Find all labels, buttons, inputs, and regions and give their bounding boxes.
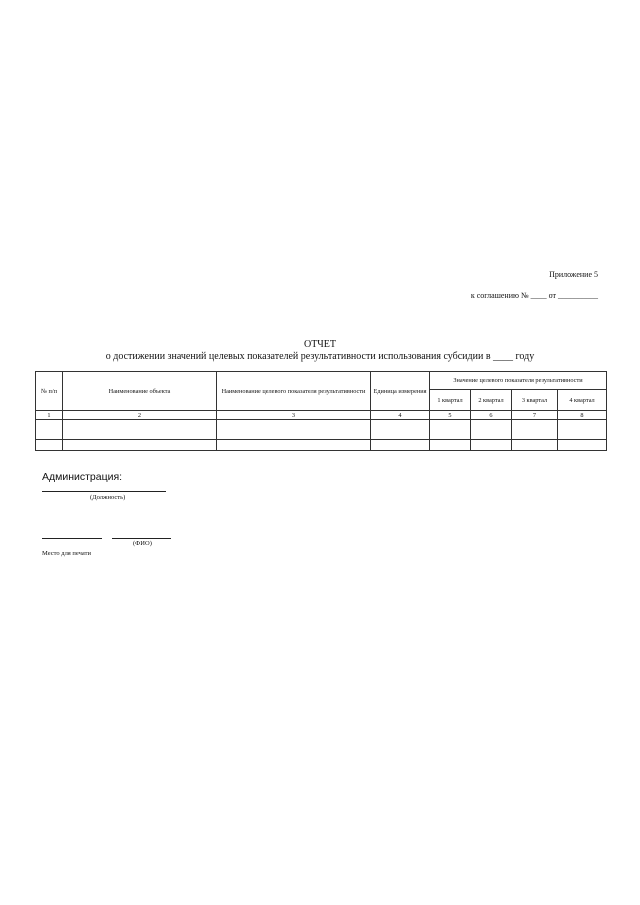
col-header-q1: 1 квартал [430,390,471,411]
report-subtitle: о достижении значений целевых показателей результативности использования субсидии в ____ году [105,351,535,362]
col-header-q4: 4 квартал [558,390,607,411]
fio-signature-line [112,538,171,539]
col-header-object-name: Наименование объекта [63,372,217,411]
agreement-label: к соглашению № ____ от __________ [470,291,598,300]
appendix-label: Приложение 5 [549,270,598,279]
col-header-value: Значение целевого показателя результативности [430,372,607,390]
column-number: 2 [63,411,217,420]
column-number: 7 [512,411,558,420]
col-header-unit: Единица измерения [371,372,430,411]
table-row [36,440,607,451]
report-title: ОТЧЕТ [303,339,337,350]
column-number: 5 [430,411,471,420]
position-signature-line [42,491,166,492]
col-header-indicator: Наименование целевого показателя результативности [217,372,371,411]
table-row [36,420,607,440]
column-numbers-row [36,411,607,420]
column-number: 1 [36,411,63,420]
column-number: 3 [217,411,371,420]
fio-caption: (ФИО) [133,540,152,547]
signature-line [42,538,102,539]
column-number: 6 [471,411,512,420]
administration-label: Администрация: [42,471,123,483]
seal-place-label: Место для печати [42,550,91,557]
col-header-num: № п/п [36,372,63,411]
col-header-q3: 3 квартал [512,390,558,411]
column-number: 4 [371,411,430,420]
col-header-q2: 2 квартал [471,390,512,411]
report-table [35,371,607,451]
column-number: 8 [558,411,607,420]
position-caption: (Должность) [90,494,126,501]
